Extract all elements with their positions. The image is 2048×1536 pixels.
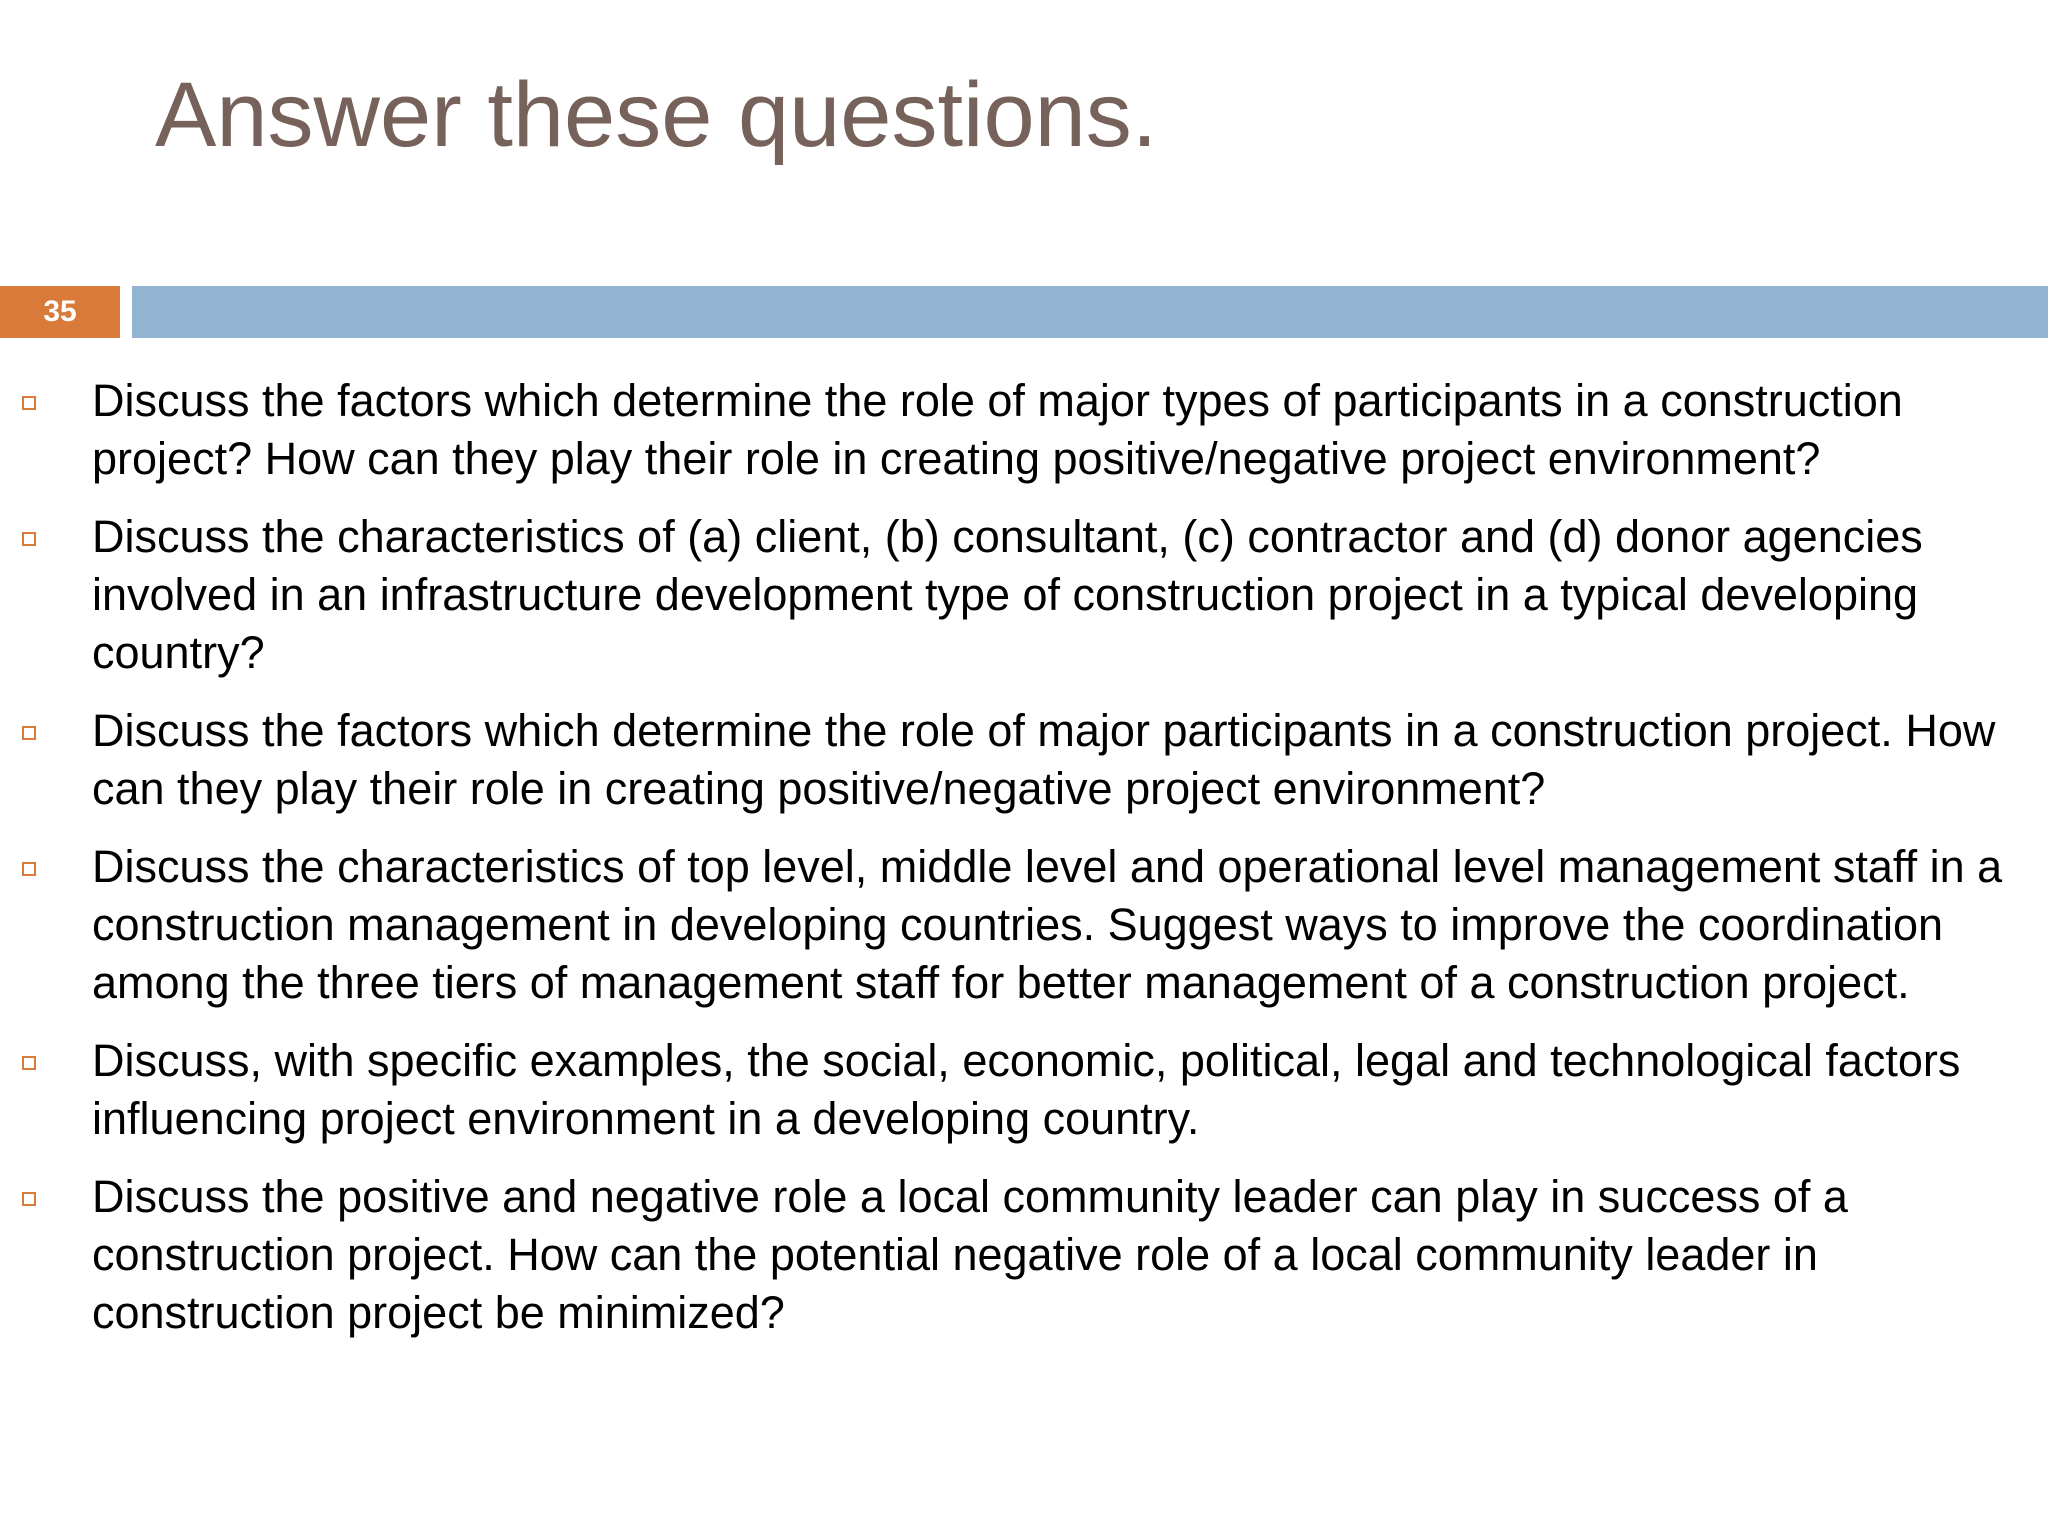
- question-item: [0, 702, 2048, 818]
- slide-number: 35: [0, 286, 120, 338]
- square-bullet-icon: [22, 396, 36, 410]
- question-text: Discuss the factors which determine the role of major participants in a construction project. How can they play their role in creating positive/negative project environment?: [92, 705, 1996, 814]
- question-list: [0, 372, 2048, 1362]
- square-bullet-icon: [22, 1056, 36, 1070]
- slide-title: Answer these questions.: [155, 64, 1158, 166]
- square-bullet-icon: [22, 726, 36, 740]
- question-item: [0, 372, 2048, 488]
- question-text: Discuss the positive and negative role a local community leader can play in success of a construction project. How can the potential negative role of a local community leader in construction project be minimized?: [92, 1171, 1848, 1338]
- question-item: [0, 1168, 2048, 1342]
- square-bullet-icon: [22, 862, 36, 876]
- question-text: Discuss, with specific examples, the social, economic, political, legal and technological factors influencing project environment in a developing country.: [92, 1035, 1961, 1144]
- question-item: [0, 508, 2048, 682]
- question-item: [0, 1032, 2048, 1148]
- question-text: Discuss the characteristics of top level, middle level and operational level management staff in a construction management in developing countries. Suggest ways to improve the coordination among the three tiers of management staff for better management of a construction project.: [92, 841, 2003, 1008]
- title-divider-bar: [132, 286, 2048, 338]
- question-item: [0, 838, 2048, 1012]
- question-text: Discuss the factors which determine the role of major types of participants in a construction project? How can they play their role in creating positive/negative project environment?: [92, 375, 1903, 484]
- question-text: Discuss the characteristics of (a) client, (b) consultant, (c) contractor and (d) donor agencies involved in an infrastructure development type of construction project in a typical developing country?: [92, 511, 1923, 678]
- square-bullet-icon: [22, 1192, 36, 1206]
- square-bullet-icon: [22, 532, 36, 546]
